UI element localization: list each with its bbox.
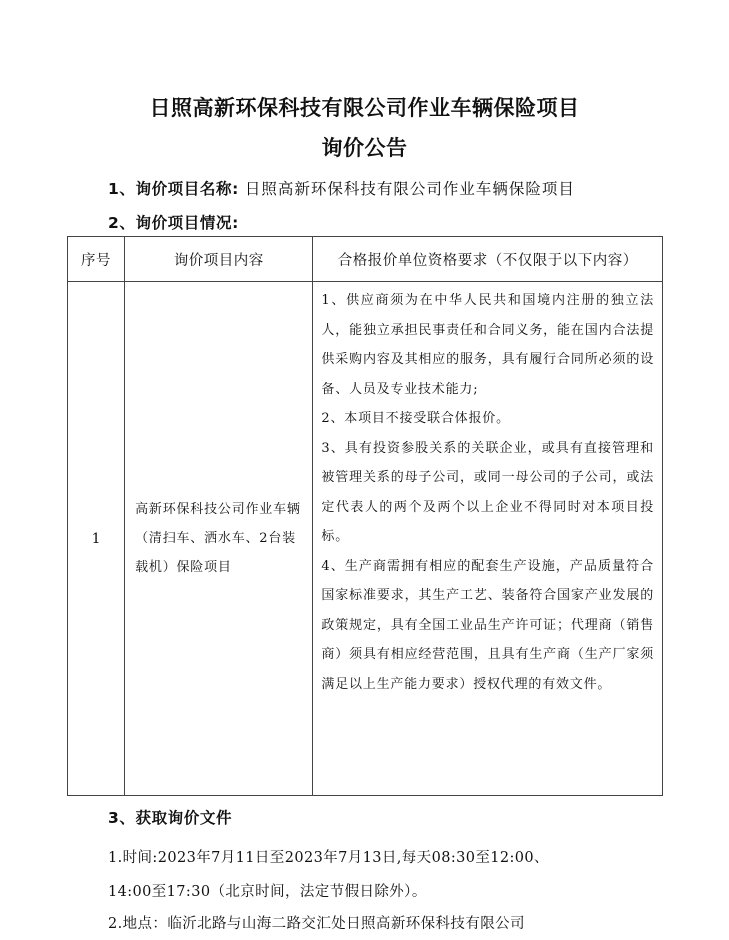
section-project-name-label: 1、询价项目名称: bbox=[108, 180, 239, 198]
cell-content: 高新环保科技公司作业车辆（清扫车、洒水车、2台装载机）保险项目 bbox=[125, 282, 313, 796]
header-requirements: 合格报价单位资格要求（不仅限于以下内容） bbox=[313, 237, 663, 282]
requirement-item: 1、供应商须为在中华人民共和国境内注册的独立法人，能独立承担民事责任和合同义务，能在国内合法提供采购内容及其相应的服务，具有履行合同所必须的设备、人员及专业技术能力; bbox=[321, 293, 654, 397]
requirement-item: 3、具有投资参股关系的关联企业，或具有直接管理和被管理关系的母子公司，或同一母公司的子公司，或法定代表人的两个及两个以上企业不得同时对本项目投标。 bbox=[321, 440, 654, 544]
cell-seq: 1 bbox=[68, 282, 125, 796]
requirement-item: 4、生产商需拥有相应的配套生产设施，产品质量符合国家标准要求，其生产工艺、装备符合国家产业发展的政策规定，具有全国工业品生产许可证；代理商（销售商）须具有相应经营范围，且具有生产商（生产厂家须满足以上生产能力要求）授权代理的有效文件。 bbox=[321, 558, 654, 692]
table-header-row bbox=[68, 237, 663, 282]
header-content: 询价项目内容 bbox=[125, 237, 313, 282]
section-obtain-documents-label: 3、获取询价文件 bbox=[108, 809, 233, 827]
section-project-name-value: 日照高新环保科技有限公司作业车辆保险项目 bbox=[244, 180, 575, 198]
table-row bbox=[68, 282, 663, 796]
time-line-2: 14:00至17:30（北京时间，法定节假日除外）。 bbox=[108, 884, 427, 900]
cell-requirements bbox=[313, 282, 663, 796]
requirement-item: 2、本项目不接受联合体报价。 bbox=[321, 411, 510, 426]
section-project-situation-label: 2、询价项目情况: bbox=[108, 214, 239, 232]
section-project-name bbox=[108, 177, 575, 199]
requirements-table bbox=[67, 236, 663, 796]
time-line-1: 1.时间:2023年7月11日至2023年7月13日,每天08:30至12:00、 bbox=[108, 850, 549, 866]
document-subtitle: 询价公告 bbox=[321, 136, 408, 160]
header-seq: 序号 bbox=[68, 237, 125, 282]
place-line: 2.地点：临沂北路与山海二路交汇处日照高新环保科技有限公司 bbox=[108, 916, 525, 932]
document-title: 日照高新环保科技有限公司作业车辆保险项目 bbox=[149, 96, 580, 120]
